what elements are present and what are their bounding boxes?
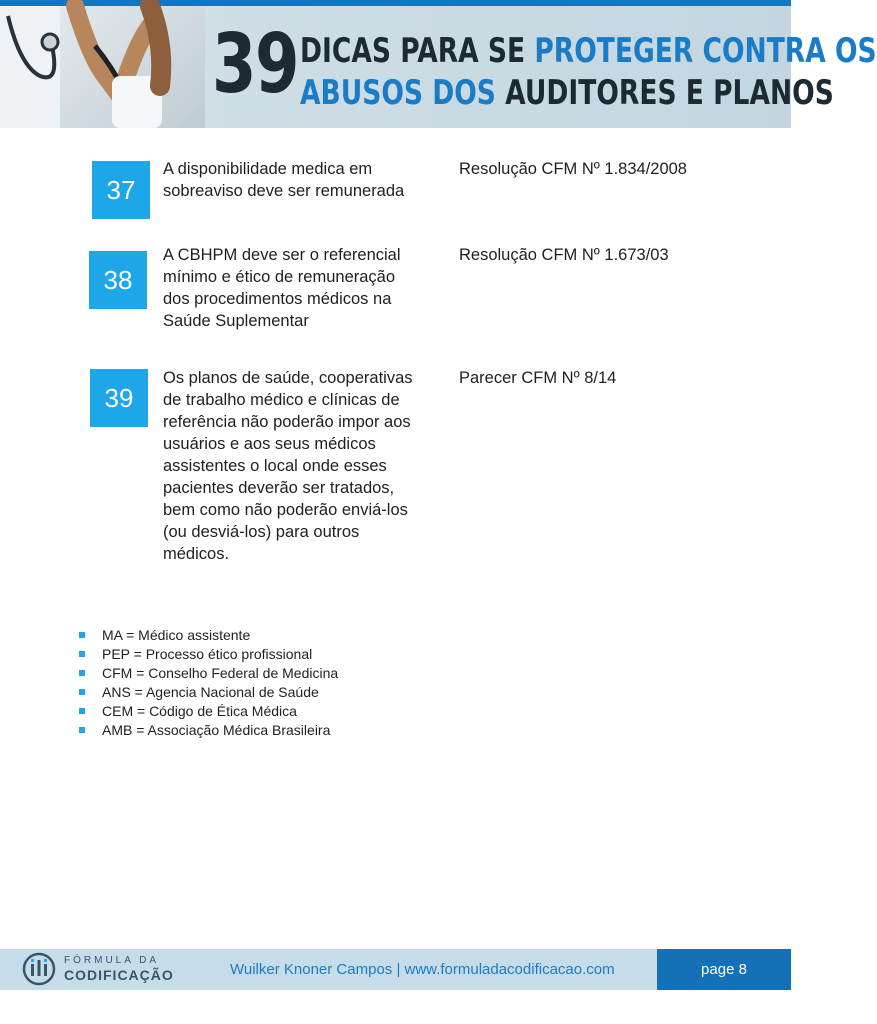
logo-text-top: FÓRMULA DA [64,955,160,966]
tip-reference: Resolução CFM Nº 1.673/03 [459,246,669,264]
bullet-icon [79,670,85,676]
bullet-icon [79,727,85,733]
footer-credit[interactable]: Wuilker Knoner Campos | www.formuladacodificacao.com [230,961,615,978]
list-item: MA = Médico assistente [76,626,338,645]
list-item: AMB = Associação Médica Brasileira [76,721,338,740]
tip-number-badge: 37 [92,161,150,219]
tip-reference: Resolução CFM Nº 1.834/2008 [459,160,687,178]
tip-number-badge: 39 [90,369,148,427]
footer-bar [0,949,791,990]
title-line2-plain: AUDITORES E PLANOS [495,73,834,113]
bullet-icon [79,689,85,695]
list-item: ANS = Agencia Nacional de Saúde [76,683,338,702]
bullet-icon [79,708,85,714]
stethoscope-photo [0,6,205,128]
list-item: CEM = Código de Ética Médica [76,702,338,721]
title-line1-plain: DICAS PARA SE [300,31,535,71]
tip-number-badge: 38 [89,251,147,309]
header-number: 39 [212,17,298,112]
logo-text-bottom: CODIFICAÇÃO [64,967,174,983]
page-title [300,30,877,114]
tip-text: Os planos de saúde, cooperativas de trabalho médico e clínicas de referência não poderão impor aos usuários e aos seus médicos assistentes o local onde esses pacientes deverão ser tratados, bem como não poderão enviá-los (ou desviá-los) para outros médicos. [163,369,413,563]
header-banner [0,0,877,128]
title-line2-highlight: ABUSOS DOS [300,73,496,113]
tip-text: A disponibilidade medica em sobreaviso deve ser remunerada [163,160,405,200]
page-number: page 8 [657,949,791,990]
tip-text: A CBHPM deve ser o referencial mínimo e ético de remuneração dos procedimentos médicos na Saúde Suplementar [163,246,401,330]
tip-reference: Parecer CFM Nº 8/14 [459,369,617,387]
title-line1-highlight: PROTEGER CONTRA OS [534,31,877,71]
list-item: PEP = Processo ético profissional [76,645,338,664]
stethoscope-icon [0,6,205,128]
bullet-icon [79,632,85,638]
formula-logo-icon [22,952,56,986]
bullet-icon [79,651,85,657]
list-item: CFM = Conselho Federal de Medicina [76,664,338,683]
abbreviations-list [76,626,338,740]
